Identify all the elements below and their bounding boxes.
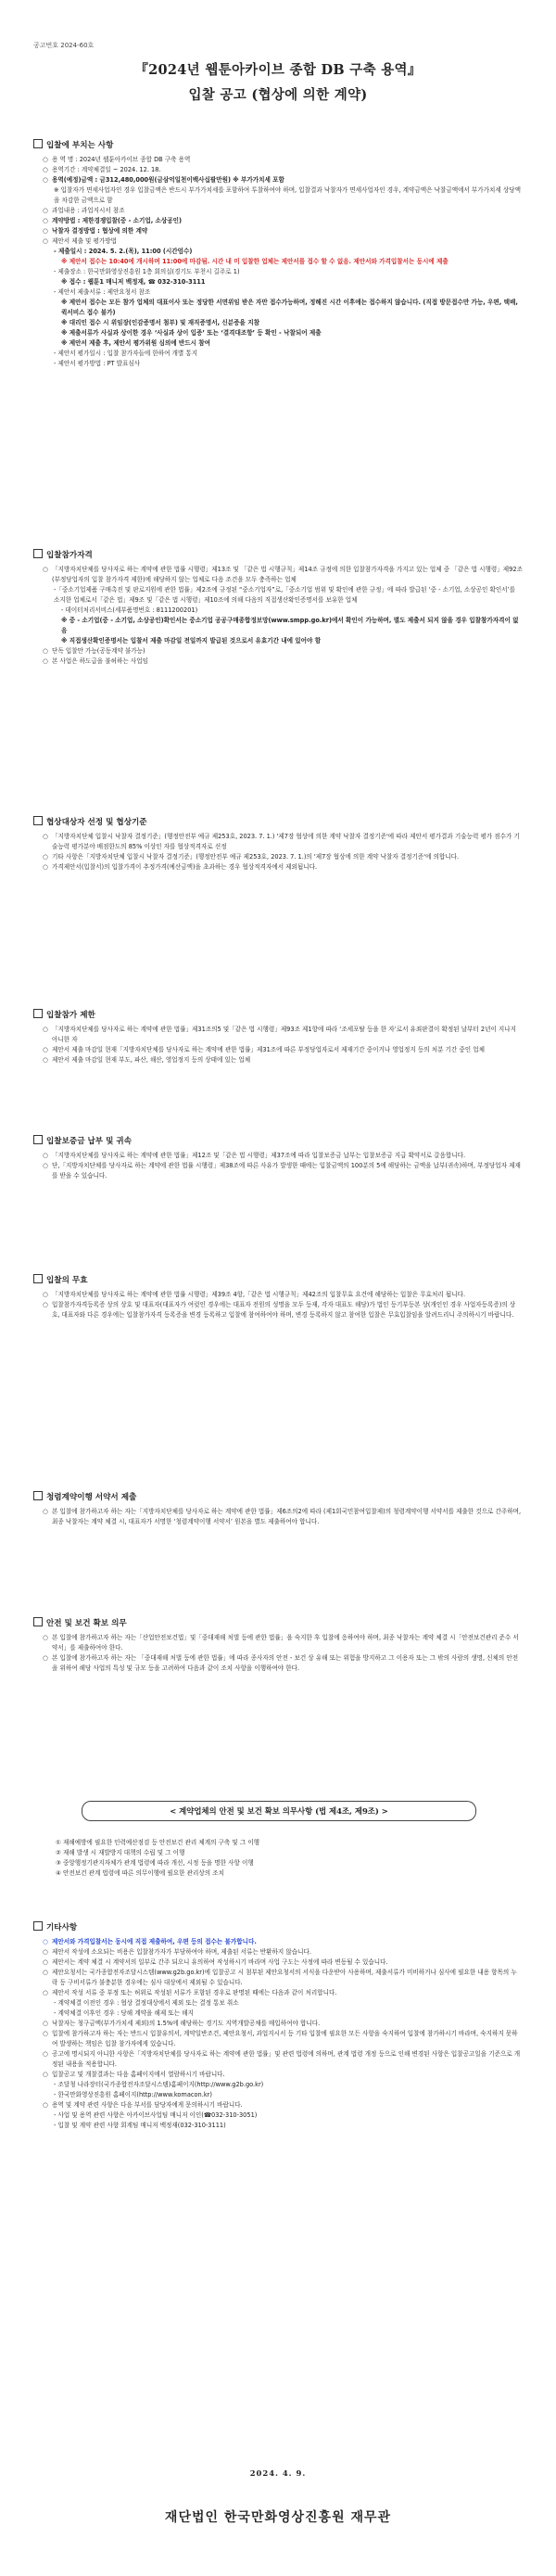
list-item: ○ 용 역 명 : 2024년 웹툰아카이브 종합 DB 구축 용역 [43, 156, 191, 163]
list-item: - 제안서 평가일시 : 입찰 참가자들에 한하여 개별 통지 [54, 350, 198, 357]
section-title: 안전 및 보건 확보 의무 [46, 1619, 127, 1628]
notice-subtitle: 입찰 공고 (협상에 의한 계약) [188, 87, 368, 103]
list-item: - 사업 및 용역 관련 사항은 아카이브사업팀 매니저 이인(☎032-310-3051) [54, 2111, 258, 2119]
list-item: ○ 「지방자치단체를 당사자로 하는 계약에 관한 법률 시행령」제39조 4항,「같은 법 시행규칙」제42조의 입찰무효 요건에 해당하는 입찰은 무효처리 됩니다. [43, 1291, 466, 1298]
section-bid-bond [33, 1135, 523, 1181]
list-item: ○ 본 입찰에 참가하고자 하는 자는「산업안전보건법」및「중대재해 처벌 등에 관한 법률」을 숙지한 후 입찰에 응하여야 하며, 최종 낙찰자는 계약 체결 시「안전보건관리 준수 서약서」를 제출하여야 한다. [43, 1634, 519, 1651]
list-item: ○ 입찰공고 및 개찰결과는 다음 홈페이지에서 열람하시기 바랍니다. [43, 2071, 225, 2078]
section-other [33, 1921, 523, 2131]
section-title: 입찰에 부치는 사항 [46, 141, 114, 150]
checkbox-icon [33, 1921, 43, 1931]
list-item: ○ 입찰에 참가하고자 하는 자는 반드시 입찰유의서, 계약일반조건, 제안요청서, 과업지시서 등 기타 입찰에 필요한 모든 사항을 숙지하여 입찰에 참가하시기 바라며, 숙지하지 못하여 발생하는 책임은 입찰 참가자에게 있습니다. [43, 2030, 518, 2047]
section-title: 입찰참가자격 [46, 551, 93, 560]
list-item: - 입찰 및 계약 관련 사항 회계팀 매니저 백정재(032-310-3111) [54, 2122, 226, 2129]
list-item: ○ 「지방자치단체를 당사자로 하는 계약에 관한 법률」제31조의5 및「같은 법 시행령」제93조 제1항에 따라 ‘조세포탈 등을 한 자’로서 유죄판결이 확정된 날부터 2년이 지나지 아니한 자 [43, 1026, 517, 1043]
section-integrity-pledge [33, 1491, 523, 1527]
list-item: ○ 낙찰자 결정방법 : 협상에 의한 계약 [43, 227, 148, 235]
list-item: -「중소기업제품 구매촉진 및 판로지원에 관한 법률」제2조에 규정된 “중소기업자”로,「중소기업 범위 및 확인에 관한 규정」에 따라 발급된 ‘중 - 소기업, 소상공인 확인서’를 소지한 업체로서「같은 법」제9조 및「같은 법 시행령」제10조에 의해 다음의 직접생산확인증명서를 보유한 업체 [54, 586, 516, 604]
section-bid-items [33, 139, 523, 369]
g2b-link[interactable]: - 조달청 나라장터(국가종합전자조달시스템)홈페이지(http://www.g2b.go.kr) [54, 2081, 264, 2088]
doc-number: 공고번호 2024-60호 [33, 42, 95, 49]
list-item: ○ 계약방법 : 제한경쟁입찰(중 - 소기업, 소상공인) [43, 217, 183, 224]
list-item: ○ 용역(예정)금액 : 금312,480,000원(금삼억일천이백사십팔만원) ※ 부가가치세 포함 [43, 176, 284, 184]
list-item: ○ 제안요청서는 국가종합전자조달시스템(www.g2b.go.kr)에 입찰공고 시 첨부된 제안요청서의 서식을 다운받아 사용하며, 제출서류가 미비하거나 심사에 필요한 내용 항목의 누락 등 구비서류가 불충분한 경우에는 심사 대상에서 제외될 수 있습니다. [43, 1969, 517, 1986]
list-item: ③ 중앙행정기관지자체가 관계 법령에 따라 개선, 시정 등을 명한 사항 이행 [56, 1859, 254, 1867]
list-item: ※ 제안서 접수는 모든 참가 업체의 대표이사 또는 정당한 서면위임 받은 자만 접수가능하며, 정해진 시간 이후에는 접수하지 않습니다. (직접 방문접수만 가능, 우편, 택배, 퀵서비스 접수 불가) [61, 299, 518, 316]
list-item: - 제출장소 : 한국만화영상진흥원 1층 회의실(경기도 부천시 길주로 1) [54, 268, 240, 275]
section-title: 입찰의 무효 [46, 1276, 88, 1285]
list-item: ○ 「지방자치단체를 당사자로 하는 계약에 관한 법률」제12조 및「같은 법 시행령」제37조에 따라 입찰보증금 납부는 입찰보증금 지급 확약서로 갈음합니다. [43, 1152, 466, 1159]
list-item: ○ 단,「지방자치단체를 당사자로 하는 계약에 관한 법률 시행령」제38조에 따른 사유가 발생한 때에는 입찰금액의 100분의 5에 해당하는 금액을 납부(귀속)하며, 부정당업자 제재를 받을 수 있습니다. [43, 1162, 521, 1180]
list-item: - 계약체결 이후인 경우 : 당해 계약을 해제 또는 해지 [54, 2009, 194, 2017]
list-item: ① 재해예방에 필요한 인력예산점검 등 안전보건 관리 체계의 구축 및 그 이행 [56, 1839, 260, 1846]
checkbox-icon [33, 1009, 43, 1018]
safety-duty-box-title: < 계약업체의 안전 및 보건 확보 의무사항 (법 제4조, 제9조) > [82, 1801, 476, 1821]
checkbox-icon [33, 1274, 43, 1283]
section-negotiation [33, 816, 523, 873]
list-item: ※ 직접생산확인증명서는 입찰서 제출 마감일 전일까지 발급된 것으로서 유효기간 내에 있어야 함 [61, 637, 322, 644]
notice-date: 2024. 4. 9. [249, 2468, 307, 2478]
section-title: 협상대상자 선정 및 협상기준 [46, 818, 147, 827]
list-item: ※ 대리인 접수 시 위임장(인감증명서 첨부) 및 재직증명서, 신분증을 지참 [61, 319, 259, 326]
list-item: ○ 가격제안서(입찰서)의 입찰가격이 추정가격(예산금액)을 초과하는 경우 협상적격자에서 제외됩니다. [43, 863, 318, 871]
list-item: ○ 용역 및 계약 관련 사항은 다음 부서를 담당자에게 문의하시기 바랍니다. [43, 2101, 243, 2109]
list-item: ○ 제안서 작성 서류 중 부정 또는 허위로 작성된 서류가 포함된 경우로 판명된 때에는 다음과 같이 처리합니다. [43, 1989, 337, 1996]
list-item: - 제출일시 : 2024. 5. 2.(목), 11:00 (시간엄수) [54, 248, 193, 255]
list-item: ※ 접수 : 웹툰1 매니저 백정재, ☎ 032-310-3111 [61, 278, 206, 286]
list-item: ○ 「지방자치단체를 당사자로 하는 계약에 관한 법률 시행령」제13조 및 「같은 법 시행규칙」제14조 규정에 의한 입찰참가자격을 가지고 있는 업체 중 「같은 법 시행령」제92조(부정당업자의 입찰 참가자격 제한)에 해당하지 않는 업체로 다음 조건을 모두 충족하는 업체 [43, 566, 523, 583]
list-item: ※ 제출서류가 사실과 상이한 경우 ‘사실과 상이 입증’ 또는 ‘결격대조항’ 등 확인 - 낙찰되어 제출 [61, 329, 322, 337]
section-eligibility [33, 549, 523, 667]
notice-title: 『2024년 웹툰아카이브 종합 DB 구축 용역』 [134, 62, 422, 78]
list-item: ○ 제안서 제출 마감일 현재「지방자치단체를 당사자로 하는 계약에 관한 법률」제31조에 따른 부정당업자로서 제재기간 중이거나 영업정지 등의 처분 기간 중인 업체 [43, 1046, 485, 1053]
issuing-organization: 재단법인 한국만화영상진흥원 재무관 [164, 2510, 392, 2525]
title-block [0, 59, 556, 104]
section-title: 입찰보증금 납부 및 귀속 [46, 1137, 132, 1146]
list-item: ○ 공고에 명시되지 아니한 사항은「지방자치단체를 당사자로 하는 계약에 관한 법률」및 관련 법령에 의하며, 관계 법령 개정 등으로 인해 변경된 사항은 입찰공고일을 기준으로 개정된 내용을 적용합니다. [43, 2050, 521, 2068]
checkbox-icon [33, 139, 43, 148]
safety-duty-list [56, 1838, 500, 1879]
section-restrictions [33, 1009, 523, 1065]
section-title: 기타사항 [46, 1923, 78, 1932]
list-item: ○ 본 사업은 하도급을 불허하는 사업임 [43, 657, 148, 665]
section-title: 청렴계약이행 서약서 제출 [46, 1493, 137, 1502]
checkbox-icon [33, 549, 43, 558]
list-item: ※ 입찰자가 면세사업자인 경우 입찰금액은 반드시 부가가치세를 포함하여 투찰하여야 하며, 입찰결과 낙찰자가 면세사업자인 경우, 계약금액은 낙찰금액에서 부가가치세 상당액을 차감한 금액으로 함 [54, 186, 521, 204]
list-item: ○ 본 입찰에 참가하고자 하는 자는 「중대재해 처벌 등에 관한 법률」에 따라 종사자의 안전 - 보건 상 유해 또는 위험을 방지하고 그 이용자 또는 그 밖의 사람의 생명, 신체의 안전을 위하여 해당 사업의 특성 및 규모 등을 고려하여 다음과 같이 조치 사항을 이행하여야 한다. [43, 1654, 519, 1672]
list-item: ○ 기타 사항은「지방자치단체 입찰시 낙찰자 결정기준」(행정안전부 예규 제253호, 2023. 7. 1.)의 '제7장 협상에 의한 계약 낙찰자 결정기준'에 의합니다. [43, 853, 460, 861]
list-item: ○ 단독 입찰만 가능(공동계약 불가능) [43, 647, 145, 655]
list-item: ※ 제안서 접수는 10:40에 개시하며 11:00에 마감됨. 시간 내 미 입찰한 업체는 제안서를 접수 할 수 없음. 제안서와 가격입찰서는 동시에 제출 [61, 258, 449, 265]
list-item: - 데이터처리서비스(세부품명번호 : 8111200201) [61, 606, 198, 614]
list-item: ○ 제안서는 계약 체결 시 계약서의 일부로 간주 되오니 유의하여 작성하시기 바라며 사업 구도는 사정에 따라 변동될 수 있습니다. [43, 1958, 388, 1966]
list-item: ※ 제안서 제출 후, 제안서 평가위원 심의에 반드시 참여 [61, 339, 211, 347]
checkbox-icon [33, 1617, 43, 1626]
list-item: ○ 본 입찰에 참가하고자 하는 자는「지방자치단체를 당사자로 하는 계약에 관한 법률」제6조의2에 따라 (제1회국민참여입찰제)의 청렴계약이행 서약서를 제출한 것으로 간주하며, 최종 낙찰자는 계약 체결 시, 대표자가 서명한 ‘청렴계약이행 서약서’ 원본을 별도 제출하여야 합니다. [43, 1508, 522, 1525]
checkbox-icon [33, 1135, 43, 1144]
section-safety-health [33, 1617, 523, 1674]
list-item: ※ 중 - 소기업(중 - 소기업, 소상공인)확인서는 중소기업 공공구매종합정보망(www.smpp.go.kr)에서 확인이 가능하며, 별도 제출서 되지 않을 경우 입찰참가자격이 없음 [61, 617, 519, 634]
list-item: ④ 안전보건 관계 법령에 따른 의무이행에 필요한 관리상의 조치 [56, 1869, 224, 1877]
section-invalid-bids [33, 1274, 523, 1320]
list-item: ○ 제안서 제출 마감일 현재 부도, 파산, 해산, 영업정지 등의 상태에 있는 업체 [43, 1056, 251, 1064]
list-item: ○ 낙찰자는 청구금액(부가가치세 제외)의 1.5%에 해당하는 경기도 지역개발공채를 매입하여야 합니다. [43, 2020, 321, 2027]
list-item: - 제안서 평가방법 : PT 발표심사 [54, 360, 141, 367]
komacon-link[interactable]: - 한국만화영상진흥원 홈페이지(http://www.komacon.kr) [54, 2091, 212, 2098]
list-item: - 계약체결 이전인 경우 : 협상 결정대상에서 제외 또는 결정 통보 취소 [54, 1999, 239, 2007]
list-item: ○ 제안서와 가격입찰서는 동시에 직접 제출하여, 우편 등의 접수는 불가합니다. [43, 1938, 257, 1945]
list-item: ○ 제안서 작성에 소요되는 비용은 입찰참가자가 부담하여야 하며, 제출된 서류는 반환하지 않습니다. [43, 1948, 311, 1956]
list-item: ○ 용역기간 : 계약체결일 ~ 2024. 12. 18. [43, 166, 161, 173]
list-item: ○ 제안서 제출 및 평가방법 [43, 237, 117, 245]
list-item: ○ 「지방자치단체 입찰시 낙찰자 결정기준」(행정안전부 예규 제253호, 2023. 7. 1.) '제7장 협상에 의한 계약 낙찰자 결정기준'에 따라 제안서 평가결과 기술능력 평가 점수가 기술능력 평가분야 배점한도의 85% 이상인 자를 협상적격자로 선정 [43, 833, 520, 850]
section-title: 입찰참가 제한 [46, 1011, 95, 1020]
checkbox-icon [33, 816, 43, 825]
list-item: - 제안서 제출서류 : 제안요청서 참조 [54, 288, 151, 296]
list-item: ② 재해 발생 시 재발방지 대책의 수립 및 그 이행 [56, 1849, 185, 1856]
checkbox-icon [33, 1491, 43, 1500]
list-item: ○ 입찰참가자격등록증 상의 상호 및 대표자(대표자가 여럿인 경우에는 대표자 전원의 성명을 모두 등재, 각자 대표도 해당)가 법인 등기부등본 상(개인인 경우 사업자등록증)의 상호, 대표자와 다른 경우에는 입찰참가자격 등록증을 변경 등록하고 입찰에 참여하여야 하며, 변경 등록하지 않고 참여한 입찰은 무효입찰임을 알려드리니 주의하시기 바랍니다. [43, 1301, 516, 1319]
list-item: ○ 과업내용 : 과업지시서 참조 [43, 207, 125, 214]
